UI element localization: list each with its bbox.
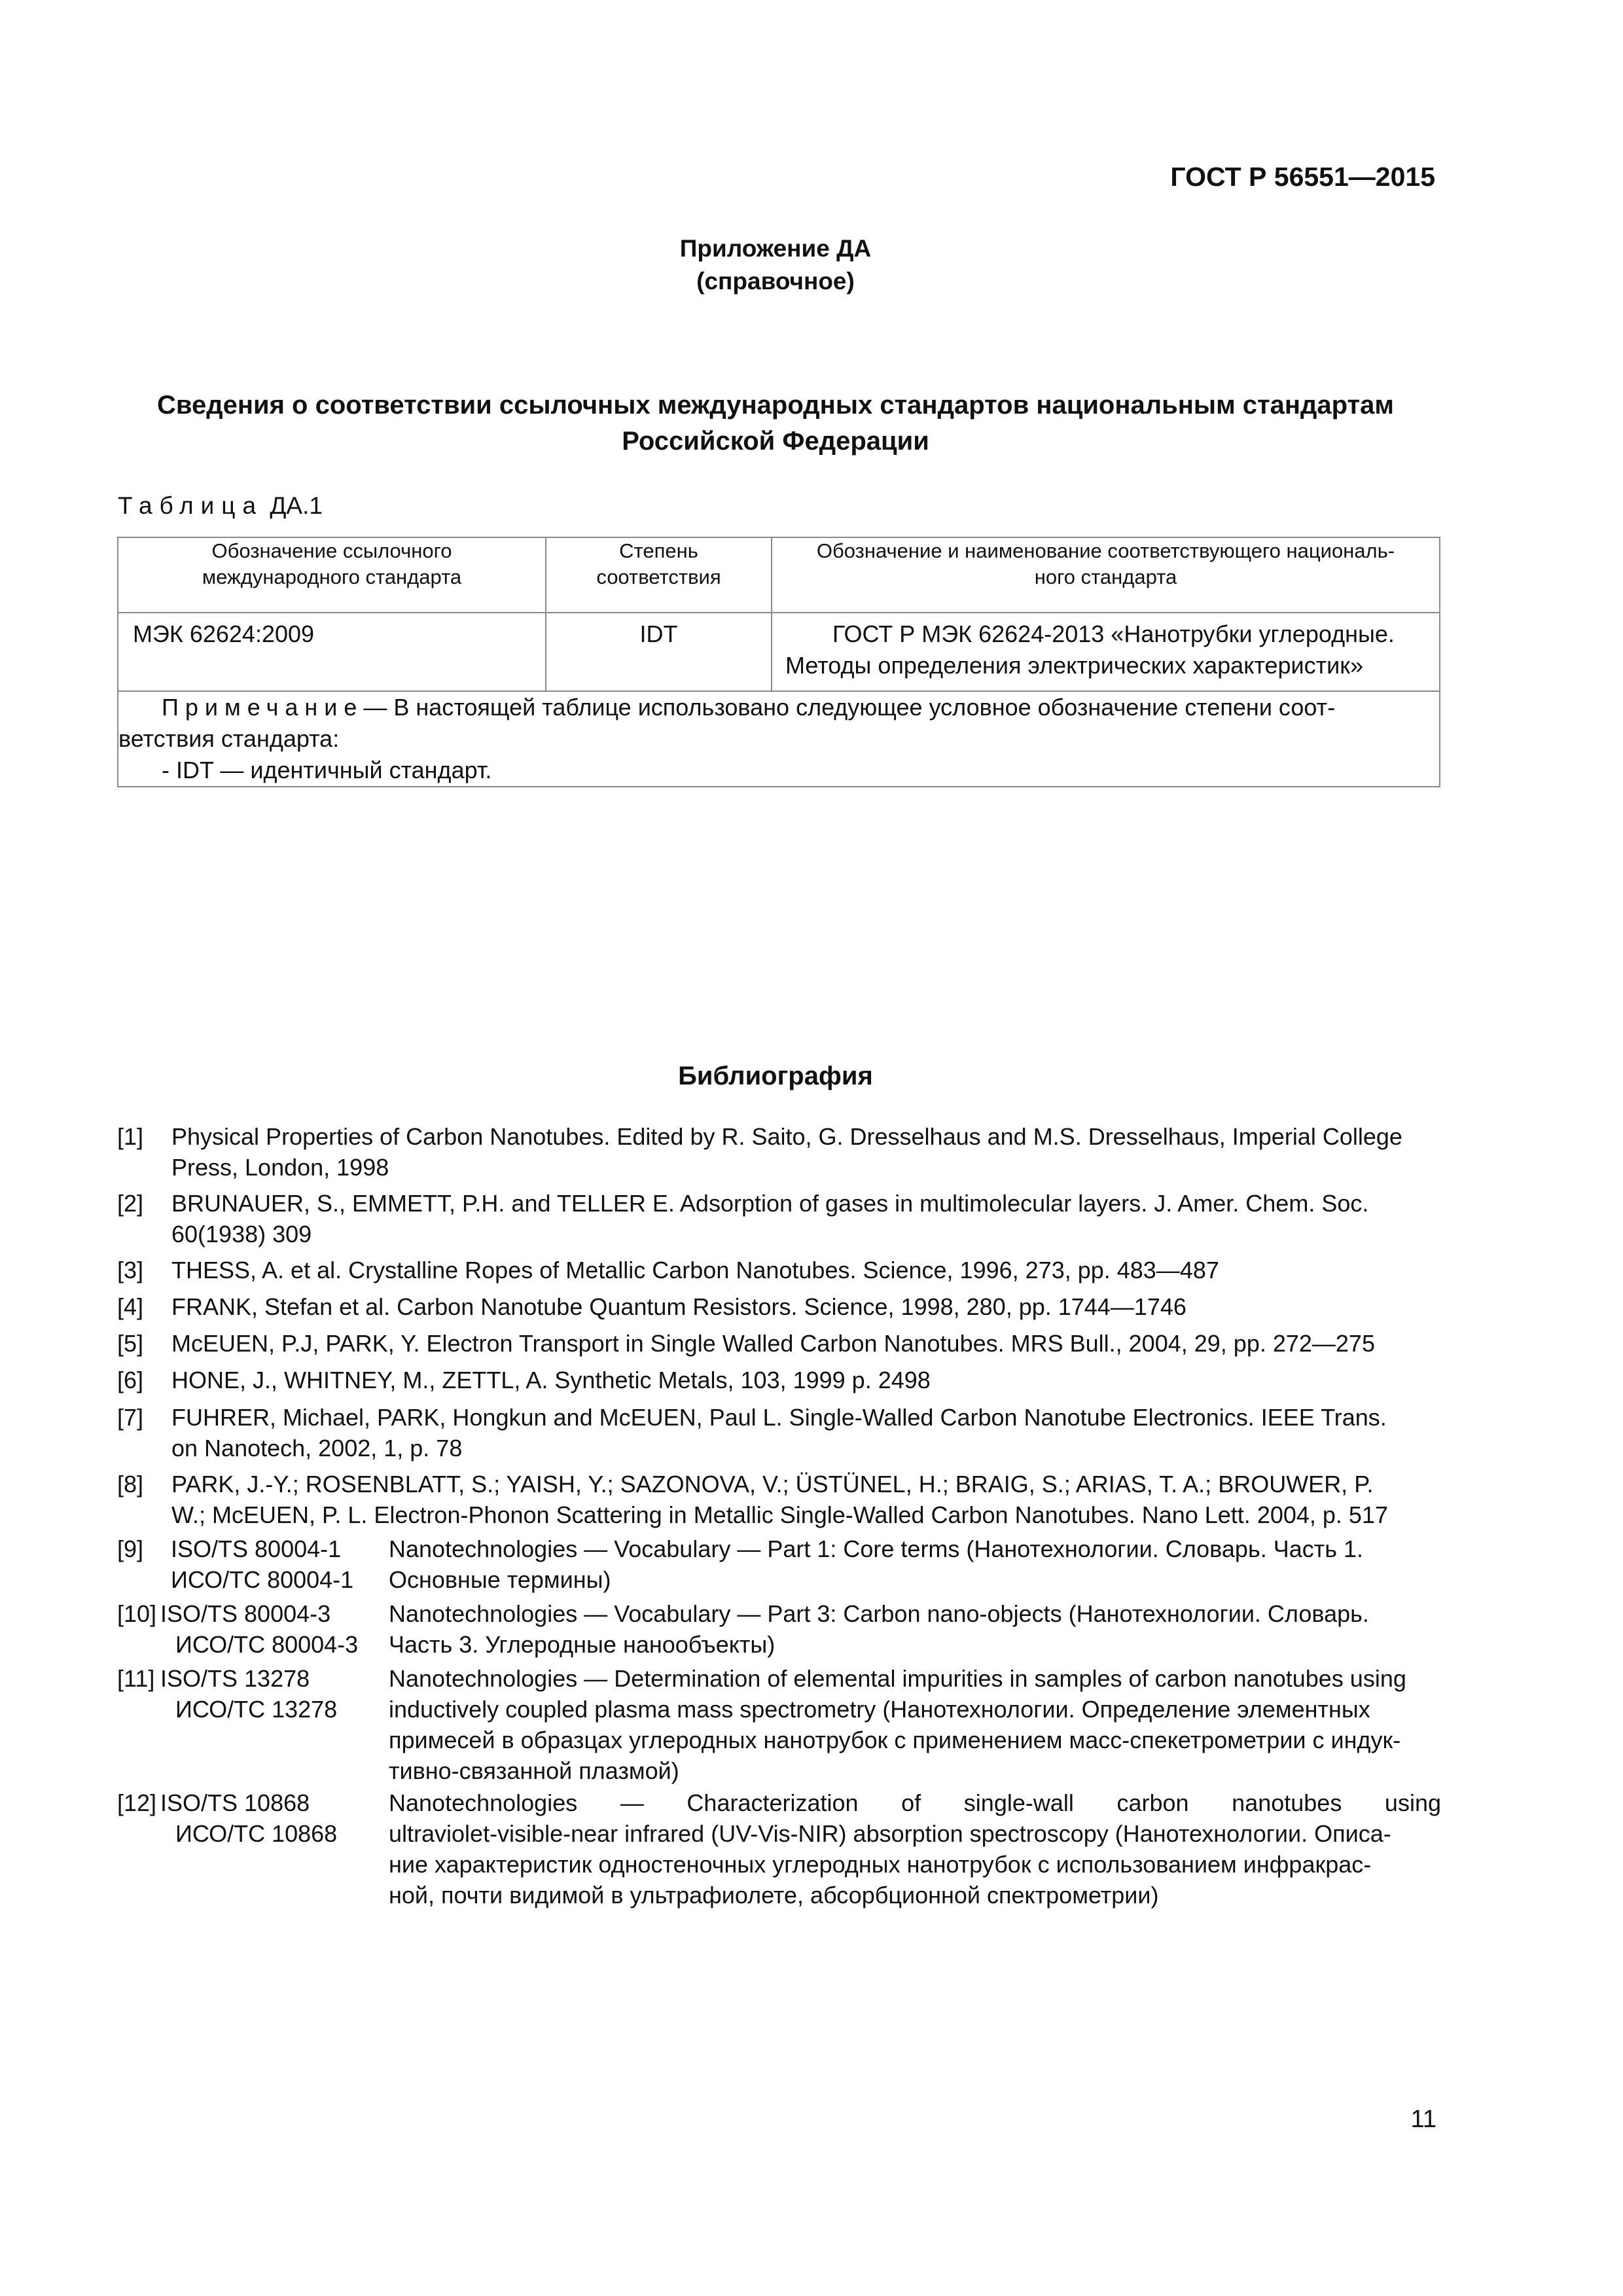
bib-line: Основные термины) [389, 1566, 611, 1593]
bib-text [171, 1291, 1441, 1322]
table-note [118, 691, 1440, 787]
bib-line: Physical Properties of Carbon Nanotubes. Edited by R. Saito, G. Dresselhaus and M.S. Dresselhaus, Imperial College [171, 1123, 1402, 1150]
bib-number: [6] [117, 1367, 144, 1393]
bib-code: ISO/TS 10868 [160, 1789, 310, 1816]
bib-code: ISO/TS 80004-1 [171, 1535, 342, 1562]
bib-line: HONE, J., WHITNEY, M., ZETTL, A. Synthetic Metals, 103, 1999 p. 2498 [171, 1367, 931, 1393]
header-text: Обозначение ссылочного [211, 539, 452, 562]
standard-id: ГОСТ Р 56551—2015 [1170, 162, 1435, 192]
bib-text [389, 1787, 1441, 1910]
bib-text [389, 1534, 1441, 1595]
bib-line: W.; McEUEN, P. L. Electron-Phonon Scattering in Metallic Single-Walled Carbon Nanotubes. Nano Lett. 2004, p. 517 [171, 1501, 1388, 1528]
bib-line: BRUNAUER, S., EMMETT, P.H. and TELLER E. Adsorption of gases in multimolecular layers. J. Amer. Chem. Soc. [171, 1190, 1369, 1217]
table-header-row [118, 537, 1440, 613]
bib-line: PARK, J.-Y.; ROSENBLATT, S.; YAISH, Y.; SAZONOVA, V.; ÜSTÜNEL, H.; BRAIG, S.; ARIAS, T. A.; BROUWER, P. [171, 1471, 1374, 1498]
bib-number: [1] [117, 1123, 144, 1150]
bib-number: [7] [117, 1404, 144, 1431]
page-number: 11 [1410, 2106, 1436, 2133]
bib-text [171, 1121, 1441, 1183]
header-text: международного стандарта [202, 565, 462, 588]
bib-line: McEUEN, P.J, PARK, Y. Electron Transport in Single Walled Carbon Nanotubes. MRS Bull., 2004, 29, pp. 272—275 [171, 1330, 1375, 1357]
header-text: соответствия [596, 565, 721, 588]
bib-number: [9] [117, 1535, 144, 1562]
cell-national-standard [772, 613, 1440, 691]
bib-text [171, 1255, 1441, 1285]
note-text-line2: ветствия стандарта: [118, 725, 340, 752]
bib-text [389, 1663, 1441, 1786]
header-cell-intl-standard [118, 537, 546, 613]
bib-code: ISO/TS 80004-3 [160, 1600, 331, 1627]
bib-line: Часть 3. Углеродные нанообъекты) [389, 1631, 776, 1658]
bib-line: ной, почти видимой в ультрафиолете, абсорбционной спектрометрии) [389, 1882, 1159, 1909]
document-title [118, 387, 1433, 459]
bib-code-ru: ИСО/ТС 13278 [175, 1696, 338, 1723]
table-caption-id: ДА.1 [270, 492, 323, 519]
bib-line: Nanotechnologies — Vocabulary — Part 1: Core terms (Нанотехнологии. Словарь. Часть 1. [389, 1535, 1363, 1562]
bib-code-ru: ИСО/ТС 10868 [175, 1820, 338, 1847]
table-caption-word: Таблица [118, 492, 264, 519]
bib-line: ultraviolet-visible-near infrared (UV-Vis-NIR) absorption spectroscopy (Нанотехнологии. Описа- [389, 1820, 1391, 1847]
bib-code-ru: ИСО/ТС 80004-1 [171, 1566, 354, 1593]
national-standard-line2: Методы определения электрических характеристик» [785, 652, 1363, 679]
appendix-title: Приложение ДА [679, 235, 872, 262]
table-row [118, 613, 1440, 691]
header-cell-degree [546, 537, 772, 613]
bib-line: inductively coupled plasma mass spectrometry (Нанотехнологии. Определение элементных [389, 1696, 1370, 1723]
bib-line: Nanotechnologies — Determination of elemental impurities in samples of carbon nanotubes using [389, 1665, 1406, 1692]
document-title-line1: Сведения о соответствии ссылочных международных стандартов национальным стандартам [157, 391, 1394, 420]
bib-line: FRANK, Stefan et al. Carbon Nanotube Quantum Resistors. Science, 1998, 280, pp. 1744—1746 [171, 1293, 1186, 1320]
header-text: ного стандарта [1034, 565, 1177, 588]
bib-text [171, 1328, 1441, 1359]
bib-text [389, 1598, 1441, 1660]
bib-code-ru: ИСО/ТС 80004-3 [175, 1631, 359, 1658]
bib-text [171, 1188, 1441, 1249]
bib-number: [12] [117, 1789, 157, 1816]
bib-line: Nanotechnologies — Characterization of single-wall carbon nanotubes using [389, 1789, 1441, 1816]
bib-number: [11] [117, 1665, 155, 1692]
correspondence-table [117, 537, 1440, 787]
bib-line: Nanotechnologies — Vocabulary — Part 3: Carbon nano-objects (Нанотехнологии. Словарь. [389, 1600, 1369, 1627]
bib-line: 60(1938) 309 [171, 1221, 312, 1247]
bib-number: [5] [117, 1330, 144, 1357]
bib-line: THESS, A. et al. Crystalline Ropes of Metallic Carbon Nanotubes. Science, 1996, 273, pp. 483—487 [171, 1257, 1219, 1283]
bib-text [171, 1365, 1441, 1395]
bib-line: тивно-связанной плазмой) [389, 1757, 679, 1784]
bibliography-title: Библиография [678, 1062, 873, 1090]
bib-line: FUHRER, Michael, PARK, Hongkun and McEUEN, Paul L. Single-Walled Carbon Nanotube Electronics. IEEE Trans. [171, 1404, 1387, 1431]
document-title-line2: Российской Федерации [622, 427, 929, 456]
bib-text [171, 1402, 1441, 1463]
bib-line: Press, London, 1998 [171, 1154, 389, 1181]
bib-number: [4] [117, 1293, 144, 1320]
header-cell-national-standard [772, 537, 1440, 613]
cell-degree: IDT [546, 613, 772, 691]
national-standard-line1: ГОСТ Р МЭК 62624-2013 «Нанотрубки углеродные. [832, 620, 1395, 647]
bib-code: ISO/TS 13278 [160, 1665, 310, 1692]
note-text-line1: — В настоящей таблице использовано следующее условное обозначение степени соот- [363, 694, 1336, 721]
bib-number: [2] [117, 1190, 144, 1217]
table-note-row [118, 691, 1440, 787]
cell-intl-standard: МЭК 62624:2009 [118, 613, 546, 691]
bib-number: [3] [117, 1257, 144, 1283]
bib-line: on Nanotech, 2002, 1, p. 78 [171, 1435, 463, 1462]
note-label: Примечание [162, 694, 364, 721]
bib-number: [8] [117, 1471, 144, 1498]
header-text: Обозначение и наименование соответствующего националь- [816, 539, 1395, 562]
note-item: - IDT — идентичный стандарт. [162, 757, 492, 783]
bib-number: [10] [117, 1600, 157, 1627]
bib-line: ние характеристик одностеночных углеродных нанотрубок с использованием инфракрас- [389, 1851, 1372, 1878]
header-text: Степень [619, 539, 698, 562]
bib-text [171, 1469, 1441, 1530]
appendix-subtitle: (справочное) [696, 268, 855, 295]
bib-line: примесей в образцах углеродных нанотрубок с применением масс-спекетрометрии с индук- [389, 1727, 1401, 1753]
table-caption [118, 492, 323, 520]
